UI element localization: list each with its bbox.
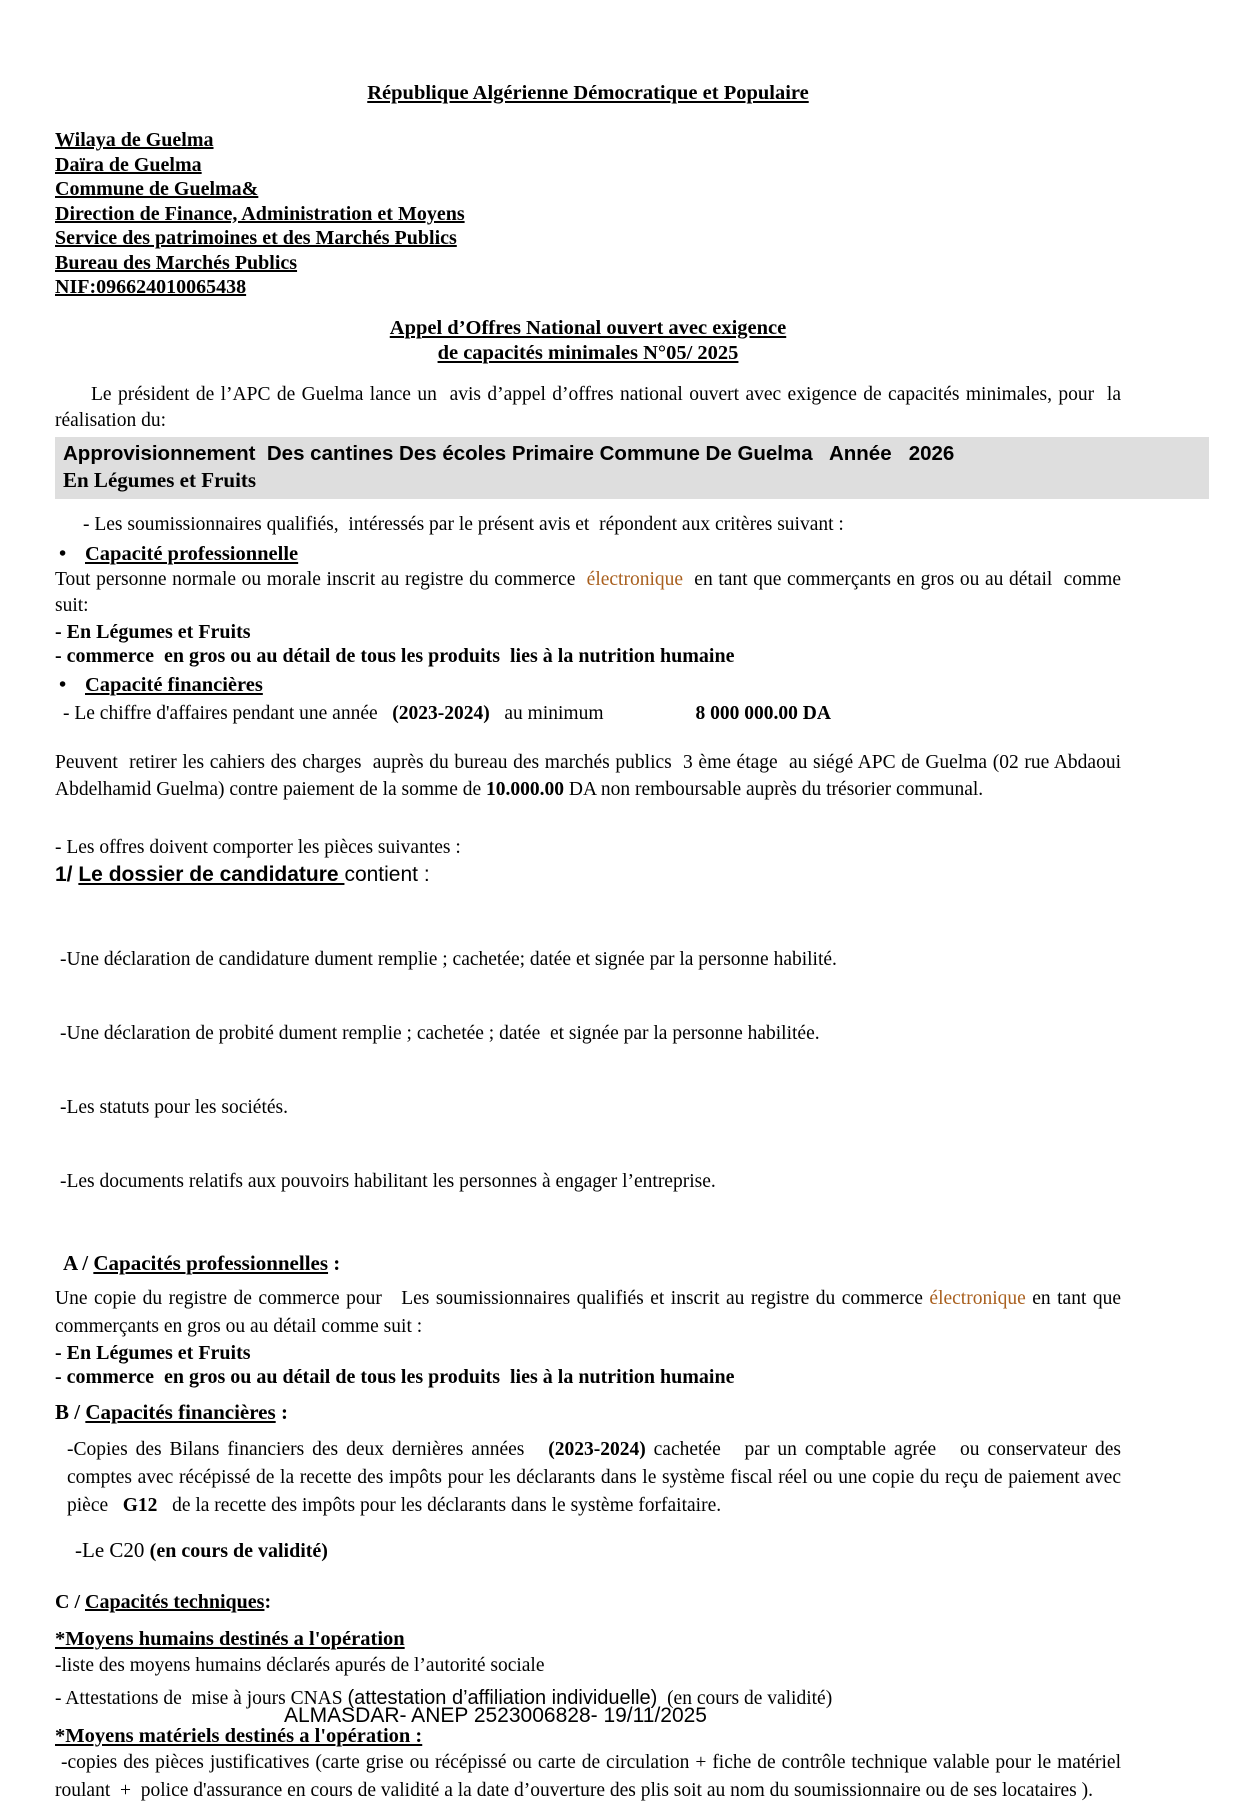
header-line-nif: NIF:096624010065438 <box>55 276 247 298</box>
electronique-highlight: électronique <box>586 568 684 590</box>
dossier-items <box>55 901 1121 1241</box>
electronique-highlight: électronique <box>929 1287 1026 1309</box>
header-line-bureau: Bureau des Marchés Publics <box>55 251 298 274</box>
chiffre-affaires-line: - Le chiffre d'affaires pendant une année (2023-2024) au minimum 8 000 000.00 DA <box>63 702 831 724</box>
cnas-line: - Attestations de mise à jours CNAS (attestation d’affiliation individuelle) (en cours de validité) <box>55 1686 833 1709</box>
g12-reference: G12 <box>122 1494 158 1516</box>
heading-capacite-financieres: •Capacité financières <box>55 672 1121 698</box>
moyens-humains-heading: *Moyens humains destinés a l'opération <box>55 1627 405 1650</box>
section-a-body: Une copie du registre de commerce pour Les soumissionnaires qualifiés et inscrit au registre du commerce électronique en tant que commerçants en gros ou au détail comme suit : <box>55 1287 1126 1337</box>
section-a-item1: - En Légumes et Fruits <box>55 1341 251 1364</box>
c20-line: -Le C20 (en cours de validité) <box>75 1537 328 1562</box>
header-line-direction: Direction de Finance, Administration et Moyens <box>55 202 465 225</box>
minimum-amount: 8 000 000.00 DA <box>695 702 831 724</box>
header-line-daira: Daïra de Guelma <box>55 153 202 176</box>
anep-footer: ALMASDAR- ANEP 2523006828- 19/11/2025 <box>283 1704 707 1727</box>
dossier-item: -Une déclaration de probité dument remplie ; cachetée ; datée et signée par la personne habilitée. <box>60 1022 820 1044</box>
paiement-amount: 10.000.00 <box>486 779 565 800</box>
criteria-intro: - Les soumissionnaires qualifiés, intéressés par le présent avis et répondent aux critères suivant : <box>83 513 844 535</box>
bullet-icon <box>59 672 85 698</box>
heading-capacite-professionnelle: •Capacité professionnelle <box>55 541 1121 567</box>
dossier-item: -Les documents relatifs aux pouvoirs habilitant les personnes à engager l’entreprise. <box>60 1170 716 1192</box>
capacite-professionnelle-body: Tout personne normale ou morale inscrit au registre du commerce électronique en tant que commerçants en gros ou au détail comme suit: <box>55 568 1126 616</box>
intro-paragraph: Le président de l’APC de Guelma lance un avis d’appel d’offres national ouvert avec exigence de capacités minimales, pour la réalisation du: <box>55 383 1126 431</box>
moyens-humains-item1: -liste des moyens humains déclarés apurés de l’autorité sociale <box>55 1654 545 1676</box>
moyens-materiels-heading: *Moyens matériels destinés a l'opération : <box>55 1724 423 1747</box>
notice-title-line1: Appel d’Offres National ouvert avec exigence <box>389 316 787 339</box>
subject-line1: Approvisionnement Des cantines Des écoles Primaire Commune De Guelma Année 2026 <box>63 441 955 465</box>
issuer-header <box>55 128 1121 300</box>
dossier-item: -Une déclaration de candidature dument remplie ; cachetée; datée et signée par la personne habilité. <box>60 948 837 970</box>
capacite-professionnelle-item1: - En Légumes et Fruits <box>55 620 251 643</box>
offres-intro: - Les offres doivent comporter les pièces suivantes : <box>55 836 461 858</box>
notice-title-line2: de capacités minimales N°05/ 2025 <box>437 341 739 364</box>
subject-box <box>55 437 1209 499</box>
dossier-candidature-title: 1/ Le dossier de candidature contient : <box>55 862 430 886</box>
notice-title <box>55 316 1121 366</box>
section-c-heading: C / Capacités techniques: <box>55 1590 272 1613</box>
section-a-item2: - commerce en gros ou au détail de tous les produits lies à la nutrition humaine <box>55 1366 735 1388</box>
header-line-wilaya: Wilaya de Guelma <box>55 129 214 151</box>
section-a-heading: A / Capacités professionnelles : <box>63 1250 341 1275</box>
moyens-materiels-body: -copies des pièces justificatives (carte grise ou récépissé ou carte de circulation + fiche de contrôle technique valable pour le matériel roulant + police d'assurance en cours de validité a la date d’ouverture des plis soit au nom du soumissionnaire ou de ses locataires ). <box>55 1751 1131 1801</box>
page-title <box>55 80 1121 106</box>
section-b-body: -Copies des Bilans financiers des deux dernières années (2023-2024) cachetée par un comptable agrée ou conservateur des comptes avec récépissé de la recette des impôts pour les déclarants dans le système fiscal réel ou une copie du reçu de paiement avec pièce G12 de la recette des impôts pour les déclarants dans le système forfaitaire. <box>67 1438 1126 1516</box>
header-line-commune: Commune de Guelma& <box>55 178 259 200</box>
dossier-item: -Les statuts pour les sociétés. <box>60 1096 288 1118</box>
retrait-paragraph: Peuvent retirer les cahiers des charges auprès du bureau des marchés publics 3 ème étage au siégé APC de Guelma (02 rue Abdaoui Abdelhamid Guelma) contre paiement de la somme de 10.000.00 DA non remboursable auprès du trésorier communal. <box>55 751 1125 800</box>
section-b-heading: B / Capacités financières : <box>55 1399 288 1424</box>
header-line-service: Service des patrimoines et des Marchés Publics <box>55 227 457 249</box>
page-title-text: République Algérienne Démocratique et Populaire <box>367 82 809 104</box>
bullet-icon <box>59 541 85 567</box>
capacite-professionnelle-item2: - commerce en gros ou au détail de tous les produits lies à la nutrition humaine <box>55 645 735 667</box>
subject-line2: En Légumes et Fruits <box>63 467 257 492</box>
